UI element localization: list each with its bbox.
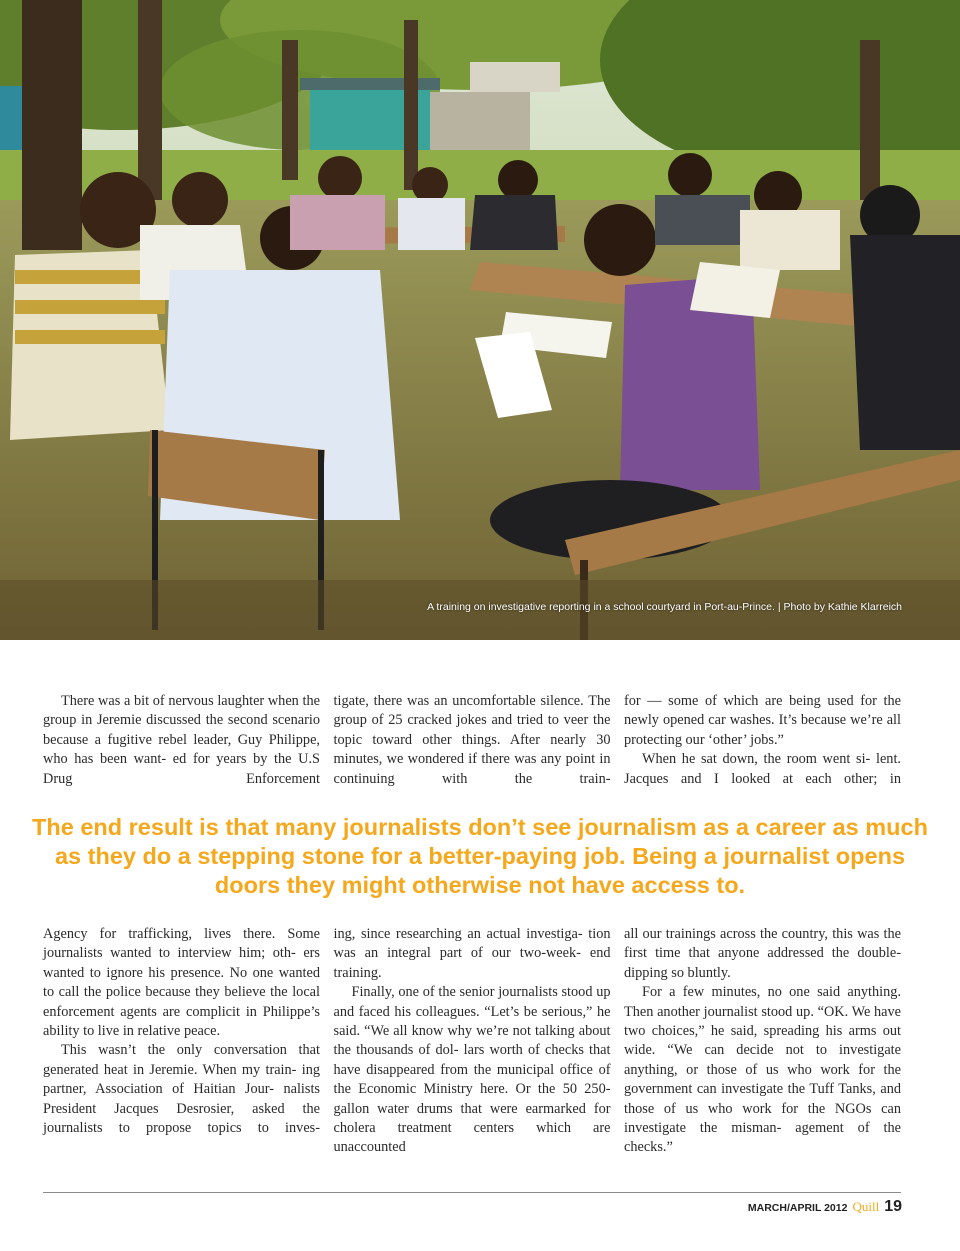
paragraph: When he sat down, the room went si- lent. Jacques and I looked at each other; in: [624, 751, 901, 787]
article-column-2-top: [334, 692, 611, 789]
paragraph: Agency for trafficking, lives there. Some journalists wanted to interview him; oth- ers wanted to ignore his presence. No one wanted to call the police because they believe the local enforcement agents are complicit in Philippe’s ability to live in relative peace.: [43, 926, 320, 1040]
article-columns-bottom: [43, 925, 901, 1158]
magazine-name: Quill: [852, 1199, 880, 1214]
footer-divider: [43, 1192, 901, 1193]
article-column-1-top: [43, 692, 320, 789]
paragraph: For a few minutes, no one said anything. Then another journalist stood up. “OK. We have two choices,” he said, spreading his arms out wide. “We can decide not to investigate anything, or those of us who work for the government can investigate the Tuff Tanks, and those of us who work for the NGOs can investigate the misman- agement of the checks.”: [624, 984, 901, 1156]
paragraph: all our trainings across the country, this was the first time that anyone addressed the double-dipping so bluntly.: [624, 926, 901, 981]
article-column-3-top: [624, 692, 901, 789]
article-column-3-bottom: [624, 925, 901, 1158]
photo-caption: A training on investigative reporting in a school courtyard in Port-au-Prince. | Photo by Kathie Klarreich: [427, 601, 902, 613]
page-footer: [748, 1198, 902, 1216]
paragraph: Finally, one of the senior journalists stood up and faced his colleagues. “Let’s be serious,” he said. “We all know why we’re not talking about the thousands of dol- lars worth of checks that have disappeared from the municipal office of the Economic Ministry here. Or the 50 250-gallon water drums that were earmarked for cholera treatment centers which are unaccounted: [333, 984, 611, 1156]
paragraph: for — some of which are being used for the newly opened car washes. It’s because we’re all protecting our ‘other’ jobs.”: [624, 693, 901, 748]
article-columns-top: [43, 692, 901, 789]
article-column-2-bottom: [334, 925, 611, 1158]
pull-quote: The end result is that many journalists don’t see journalism as a career as much as they do a stepping stone for a better-paying job. Being a journalist opens doors they might otherwise not have access to.: [32, 814, 928, 898]
page-number: 19: [884, 1198, 902, 1215]
paragraph: tigate, there was an uncomfortable silence. The group of 25 cracked jokes and tried to veer the topic toward other things. After nearly 30 minutes, we wondered if there was any point in continuing with the train-: [333, 693, 611, 787]
paragraph: This wasn’t the only conversation that generated heat in Jeremie. When my train- ing partner, Association of Haitian Jour- nalists President Jacques Desrosier, asked the journalists to propose topics to inves-: [43, 1042, 320, 1137]
issue-date: MARCH/APRIL 2012: [747, 1202, 848, 1214]
article-column-1-bottom: [43, 925, 320, 1158]
paragraph: There was a bit of nervous laughter when the group in Jeremie discussed the second scenario because a fugitive rebel leader, Guy Philippe, who has been want- ed for years by the U.S Drug Enforcement: [43, 693, 320, 787]
paragraph: ing, since researching an actual investiga- tion was an integral part of our two-week- end training.: [333, 926, 611, 981]
